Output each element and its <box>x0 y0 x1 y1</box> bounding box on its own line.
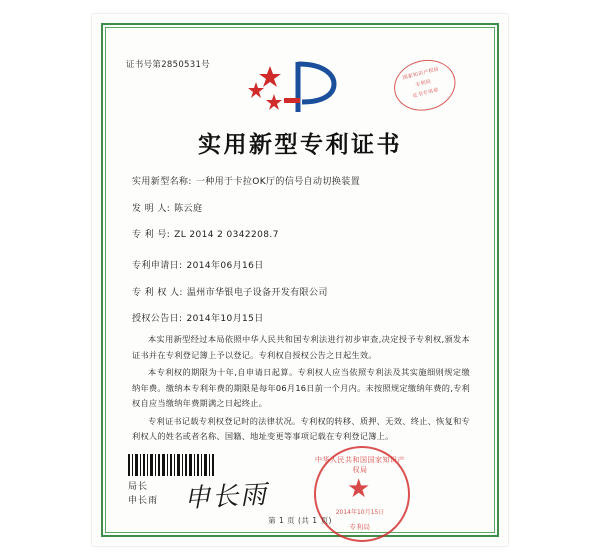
field-value: 一种用于卡拉OK厅的信号自动切换装置 <box>195 177 361 187</box>
field-value: ZL 2014 2 0342208.7 <box>174 230 279 240</box>
certificate-title: 实用新型专利证书 <box>198 132 402 158</box>
body-paragraph-1: 本实用新型经过本局依照中华人民共和国专利法进行初步审查,决定授予专利权,颁发本证书并在专利登记簿上予以登记。专利权自授权公告之日起生效。 <box>132 334 470 360</box>
field-row-patent-number <box>132 227 472 240</box>
signature-name-label: 申长雨 <box>128 496 159 506</box>
page-footer: 第 1 页 (共 1 页) <box>268 516 332 525</box>
stamp-line-1: 国家知识产权局 <box>402 66 440 82</box>
body-paragraph-3: 专利证书记载专利权登记时的法律状况。专利权的转移、质押、无效、终止、恢复和专利权人的姓名或者名称、国籍、地址变更等事项记载在专利登记簿上。 <box>132 415 470 441</box>
field-label: 授权公告日: <box>132 314 183 324</box>
corner-ornament-top-left <box>101 23 119 41</box>
field-value: 陈云庭 <box>174 203 203 214</box>
certificate-fields <box>132 174 472 338</box>
patent-office-logo-icon <box>240 58 352 116</box>
seal-star-icon: ★ <box>347 474 371 504</box>
certificate-sheet <box>92 14 508 546</box>
field-label: 发 明 人: <box>132 203 171 214</box>
barcode-icon <box>128 454 216 476</box>
field-label: 专 利 权 人: <box>132 287 183 298</box>
field-row-grant-announcement-date <box>132 311 472 324</box>
field-value: 2014年10月15日 <box>186 314 264 324</box>
field-row-inventor <box>132 201 472 214</box>
field-row-patentee <box>132 285 472 298</box>
field-label: 专 利 号: <box>132 230 171 240</box>
field-value: 2014年06月16日 <box>186 261 264 271</box>
certificate-body-text <box>132 332 470 447</box>
official-round-seal <box>314 446 410 542</box>
field-row-application-date <box>132 258 472 271</box>
seal-arc-top-text: 中华人民共和国国家知识产权局 <box>315 456 405 474</box>
field-value: 温州市华银电子设备开发有限公司 <box>186 287 328 298</box>
field-label: 专利申请日: <box>132 261 183 271</box>
field-label: 实用新型名称: <box>132 177 192 187</box>
corner-ornament-top-right <box>481 23 499 41</box>
signature-block <box>128 480 158 508</box>
certificate-serial-number: 证书号第2850531号 <box>126 60 210 70</box>
stamp-line-2: 专利局 <box>414 78 432 89</box>
seal-date-text: 2014年10月15日 <box>335 509 385 516</box>
handwritten-signature: 申长雨 <box>183 479 269 515</box>
signature-title-label: 局长 <box>128 482 149 492</box>
seal-arc-bottom-text: 专利局 <box>349 523 371 531</box>
body-paragraph-2: 本专利权的期限为十年,自申请日起算。专利权人应当依照专利法及其实施细则规定缴纳年费。缴纳本专利年费的期限是每年06月16日前一个月内。未按照规定缴纳年费的,专利权自应当缴纳年费期满之日起终止。 <box>132 367 470 408</box>
stamp-line-3: 证书专用章 <box>412 87 440 100</box>
field-row-utility-model-name <box>132 174 472 187</box>
